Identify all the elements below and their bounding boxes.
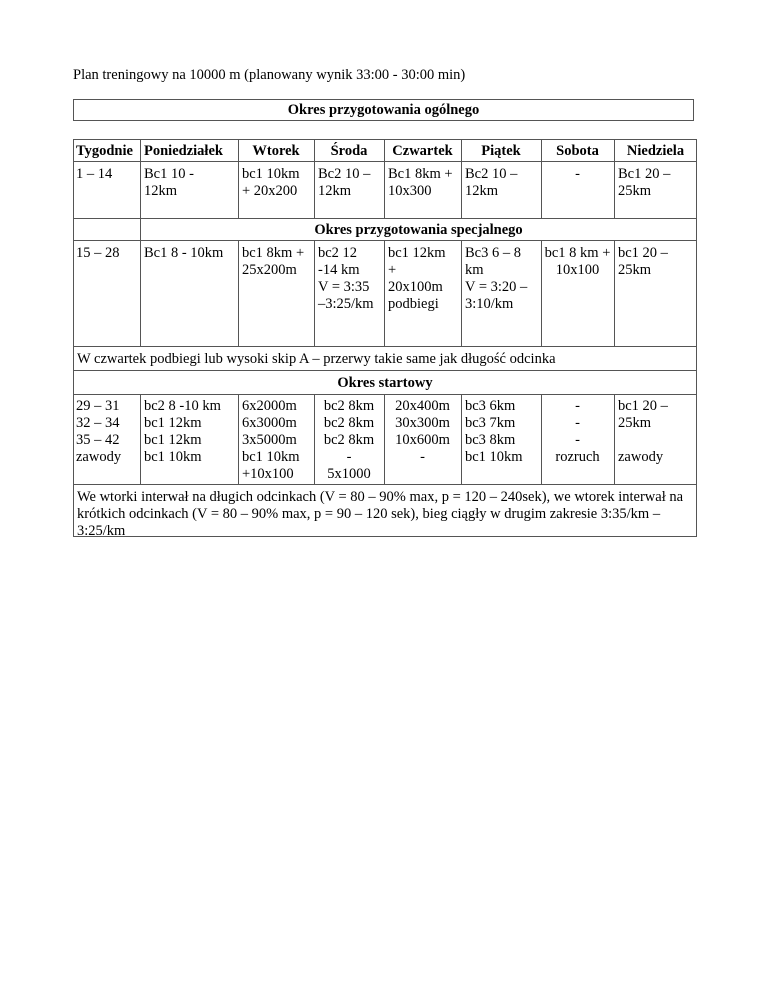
header-monday: Poniedziałek: [144, 143, 223, 159]
row1-monday: Bc1 10 - 12km: [144, 166, 194, 199]
divider: [73, 161, 697, 162]
divider: [73, 484, 697, 485]
header-wednesday: Środa: [330, 143, 368, 159]
row2-tuesday: bc1 8km + 25x200m: [242, 245, 305, 278]
divider: [140, 394, 141, 484]
divider: [461, 394, 462, 484]
note-intervals: We wtorki interwał na długich odcinkach (V = 80 – 90% max, p = 120 – 240sek), we wtorek interwał na krótkich odcinkach (V = 80 – 90% max, p = 90 – 120 sek), bieg ciągły w drugim zakresie 3:35/km – 3:25/km: [77, 489, 684, 539]
divider: [314, 240, 315, 346]
row3-tuesday: 6x2000m 6x3000m 3x5000m bc1 10km +10x100: [242, 398, 300, 482]
row2-monday: Bc1 8 - 10km: [144, 245, 224, 261]
divider: [73, 346, 697, 347]
header-saturday: Sobota: [556, 143, 599, 159]
row3-thursday: 20x400m 30x300m 10x600m -: [395, 398, 450, 465]
note-thursday: W czwartek podbiegi lub wysoki skip A – przerwy takie same jak długość odcinka: [77, 351, 556, 367]
row3-friday: bc3 6km bc3 7km bc3 8km bc1 10km: [465, 398, 523, 465]
row3-saturday: - - - rozruch: [555, 398, 600, 465]
row1-friday: Bc2 10 – 12km: [465, 166, 518, 199]
document-title: Plan treningowy na 10000 m (planowany wynik 33:00 - 30:00 min): [73, 67, 466, 83]
section-special-label: Okres przygotowania specjalnego: [314, 222, 523, 238]
row3-monday: bc2 8 -10 km bc1 12km bc1 12km bc1 10km: [144, 398, 221, 465]
header-weeks: Tygodnie: [76, 143, 133, 159]
section-start-label: Okres startowy: [337, 375, 433, 391]
divider: [384, 240, 385, 346]
row2-weeks: 15 – 28: [76, 245, 120, 261]
divider: [614, 394, 615, 484]
row1-thursday: Bc1 8km + 10x300: [388, 166, 453, 199]
row3-wednesday: bc2 8km bc2 8km bc2 8km - 5x1000: [323, 398, 375, 482]
row1-saturday: -: [575, 166, 580, 182]
divider: [73, 370, 697, 371]
divider: [73, 394, 697, 395]
header-tuesday: Wtorek: [252, 143, 300, 159]
header-friday: Piątek: [481, 143, 521, 159]
row2-sunday: bc1 20 – 25km: [618, 245, 668, 278]
header-sunday: Niedziela: [626, 143, 685, 159]
divider: [73, 240, 697, 241]
row2-friday: Bc3 6 – 8 km V = 3:20 – 3:10/km: [465, 245, 528, 312]
row1-tuesday: bc1 10km + 20x200: [242, 166, 300, 199]
section-general: [73, 99, 694, 121]
row2-saturday: bc1 8 km + 10x100: [544, 245, 611, 278]
divider: [238, 240, 239, 346]
row2-thursday: bc1 12km + 20x100m podbiegi: [388, 245, 446, 312]
row3-sunday: bc1 20 – 25km zawody: [618, 398, 668, 465]
row2-wednesday: bc2 12 -14 km V = 3:35 –3:25/km: [318, 245, 374, 312]
header-thursday: Czwartek: [392, 143, 453, 159]
divider: [238, 394, 239, 484]
section-general-label: Okres przygotowania ogólnego: [287, 102, 480, 118]
row3-weeks: 29 – 31 32 – 34 35 – 42 zawody: [76, 398, 122, 465]
divider: [461, 240, 462, 346]
row1-wednesday: Bc2 10 – 12km: [318, 166, 371, 199]
row1-weeks: 1 – 14: [76, 166, 113, 182]
divider: [614, 240, 615, 346]
divider: [140, 139, 141, 218]
divider: [73, 218, 697, 219]
row1-sunday: Bc1 20 – 25km: [618, 166, 671, 199]
